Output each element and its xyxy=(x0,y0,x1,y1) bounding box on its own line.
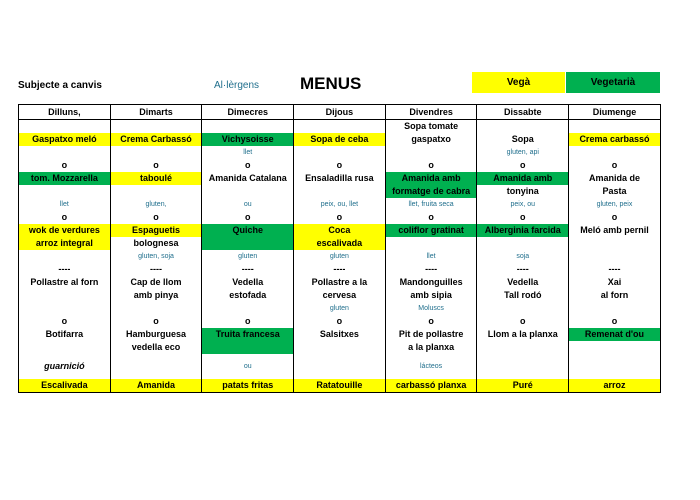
menu-cell: o xyxy=(19,159,111,172)
menu-cell: ---- xyxy=(19,263,111,276)
menu-cell: Dissabte xyxy=(477,105,569,120)
menu-cell xyxy=(202,120,294,134)
menu-cell: Pollastre al forn xyxy=(19,276,111,289)
main-course-cont-row xyxy=(19,289,661,302)
second-main-cont-row xyxy=(19,341,661,354)
legend-vegetarian: Vegetarià xyxy=(566,72,660,93)
menu-cell xyxy=(294,185,386,198)
menu-cell: Pasta xyxy=(569,185,661,198)
menu-cell: Escalivada xyxy=(19,379,111,393)
menu-cell: o xyxy=(385,159,477,172)
menu-cell: Tall rodó xyxy=(477,289,569,302)
menu-cell: taboulé xyxy=(110,172,202,185)
menu-cell xyxy=(202,341,294,354)
menu-cell: escalivada xyxy=(294,237,386,250)
menu-cell xyxy=(110,120,202,134)
menu-cell: Diumenge xyxy=(569,105,661,120)
separator-row xyxy=(19,263,661,276)
menu-cell: gluten, api xyxy=(477,146,569,159)
menu-cell xyxy=(569,120,661,134)
menu-cell: Xai xyxy=(569,276,661,289)
menu-cell: Sopa tomate xyxy=(385,120,477,134)
salad-row xyxy=(19,172,661,185)
starter-row xyxy=(19,133,661,146)
menu-cell: Amanida amb xyxy=(477,172,569,185)
first-course-row xyxy=(19,224,661,237)
menu-cell xyxy=(569,360,661,373)
menu-cell: llet, fruita seca xyxy=(385,198,477,211)
menu-cell: Dimarts xyxy=(110,105,202,120)
weekly-menu-table xyxy=(18,104,661,393)
menu-cell: o xyxy=(110,315,202,328)
garnish-label-row xyxy=(19,360,661,373)
menu-cell: ou xyxy=(202,198,294,211)
day-header-row xyxy=(19,105,661,120)
menu-cell xyxy=(569,302,661,315)
menu-cell: Dimecres xyxy=(202,105,294,120)
menu-cell: o xyxy=(202,159,294,172)
menu-cell: o xyxy=(294,211,386,224)
menu-cell: Salsitxes xyxy=(294,328,386,341)
menu-cell xyxy=(110,302,202,315)
menu-cell: Puré xyxy=(477,379,569,393)
menu-cell xyxy=(202,302,294,315)
allergen-row xyxy=(19,250,661,263)
menu-cell: ---- xyxy=(477,263,569,276)
menu-cell: a la planxa xyxy=(385,341,477,354)
allergens-label: Al·lèrgens xyxy=(214,80,260,91)
menu-cell xyxy=(477,120,569,134)
menu-cell: ---- xyxy=(110,263,202,276)
menu-cell: vedella eco xyxy=(110,341,202,354)
menu-cell: Pollastre a la xyxy=(294,276,386,289)
or-row xyxy=(19,315,661,328)
menu-cell xyxy=(294,360,386,373)
menu-cell: Vedella xyxy=(477,276,569,289)
menu-cell: o xyxy=(385,211,477,224)
menu-cell: Vichysoisse xyxy=(202,133,294,146)
menu-cell: Ensaladilla rusa xyxy=(294,172,386,185)
menu-cell: guarnició xyxy=(19,360,111,373)
menu-cell: al forn xyxy=(569,289,661,302)
menu-cell xyxy=(19,185,111,198)
menu-cell: Mandonguilles xyxy=(385,276,477,289)
menu-cell: amb sipia xyxy=(385,289,477,302)
menu-cell: Sopa de ceba xyxy=(294,133,386,146)
menu-table-body xyxy=(19,105,661,393)
menu-cell: Amanida amb xyxy=(385,172,477,185)
or-row xyxy=(19,159,661,172)
menu-cell: tom. Mozzarella xyxy=(19,172,111,185)
menu-cell: Meló amb pernil xyxy=(569,224,661,237)
garnish-row xyxy=(19,379,661,393)
menu-cell: lácteos xyxy=(385,360,477,373)
menu-cell: bolognesa xyxy=(110,237,202,250)
menu-cell: ---- xyxy=(569,263,661,276)
menu-cell: amb pinya xyxy=(110,289,202,302)
menu-cell: o xyxy=(294,159,386,172)
menu-cell: Truita francesa xyxy=(202,328,294,341)
menu-cell xyxy=(202,237,294,250)
menu-cell: Dilluns, xyxy=(19,105,111,120)
menu-cell xyxy=(294,341,386,354)
second-main-row xyxy=(19,328,661,341)
menu-cell: o xyxy=(202,315,294,328)
menu-cell: llet xyxy=(385,250,477,263)
menu-cell: wok de verdures xyxy=(19,224,111,237)
menu-cell: tonyina xyxy=(477,185,569,198)
menu-cell: ou xyxy=(202,360,294,373)
menu-cell: gluten, soja xyxy=(110,250,202,263)
menu-cell: soja xyxy=(477,250,569,263)
menu-cell xyxy=(19,341,111,354)
menu-cell: ---- xyxy=(202,263,294,276)
legend-vegan: Vegà xyxy=(472,72,565,93)
allergen-row xyxy=(19,302,661,315)
menu-cell: Cap de llom xyxy=(110,276,202,289)
first-course-cont-row xyxy=(19,237,661,250)
menu-cell: arroz xyxy=(569,379,661,393)
menu-cell: Alberginia farcida xyxy=(477,224,569,237)
menu-cell: Espaguetis xyxy=(110,224,202,237)
page-title: MENUS xyxy=(300,74,362,93)
menu-cell xyxy=(110,146,202,159)
or-row xyxy=(19,211,661,224)
menu-cell: Sopa xyxy=(477,133,569,146)
menu-cell xyxy=(477,302,569,315)
menu-cell: Llom a la planxa xyxy=(477,328,569,341)
menu-cell: Dijous xyxy=(294,105,386,120)
menu-cell xyxy=(19,146,111,159)
menu-cell: o xyxy=(385,315,477,328)
menu-cell: Hamburguesa xyxy=(110,328,202,341)
menu-cell: gluten xyxy=(294,302,386,315)
menu-cell: coliflor gratinat xyxy=(385,224,477,237)
menu-cell: patats fritas xyxy=(202,379,294,393)
menu-cell xyxy=(19,120,111,134)
menu-cell xyxy=(477,237,569,250)
allergen-row xyxy=(19,198,661,211)
menu-cell: arroz integral xyxy=(19,237,111,250)
menu-cell: peix, ou, llet xyxy=(294,198,386,211)
menu-cell xyxy=(569,146,661,159)
menu-cell: o xyxy=(569,315,661,328)
menu-cell xyxy=(385,237,477,250)
menu-cell: formatge de cabra xyxy=(385,185,477,198)
menu-cell xyxy=(569,341,661,354)
menu-cell: o xyxy=(110,159,202,172)
menu-cell: o xyxy=(19,315,111,328)
menu-cell: Amanida Catalana xyxy=(202,172,294,185)
menu-cell: gluten, peix xyxy=(569,198,661,211)
menu-cell: o xyxy=(294,315,386,328)
menu-cell: llet xyxy=(202,146,294,159)
menu-cell: Quiche xyxy=(202,224,294,237)
menu-cell: estofada xyxy=(202,289,294,302)
menu-cell: Divendres xyxy=(385,105,477,120)
menu-cell: Gaspatxo meló xyxy=(19,133,111,146)
menu-cell: ---- xyxy=(385,263,477,276)
menu-cell xyxy=(19,289,111,302)
menu-cell: Pit de pollastre xyxy=(385,328,477,341)
menu-cell: peix, ou xyxy=(477,198,569,211)
menu-cell: cervesa xyxy=(294,289,386,302)
menu-cell: carbassó planxa xyxy=(385,379,477,393)
menu-cell xyxy=(294,120,386,134)
menu-cell: Vedella xyxy=(202,276,294,289)
menu-cell xyxy=(110,360,202,373)
menu-cell: o xyxy=(569,211,661,224)
soup-extra-row xyxy=(19,120,661,134)
menu-cell: o xyxy=(202,211,294,224)
menu-cell xyxy=(19,302,111,315)
menu-cell: gluten xyxy=(294,250,386,263)
menu-cell xyxy=(202,185,294,198)
menu-cell: o xyxy=(477,159,569,172)
menu-cell: Ratatouille xyxy=(294,379,386,393)
menu-cell: o xyxy=(477,315,569,328)
main-course-row xyxy=(19,276,661,289)
menu-cell: Remenat d'ou xyxy=(569,328,661,341)
salad-cont-row xyxy=(19,185,661,198)
menu-cell: Crema carbassó xyxy=(569,133,661,146)
menu-cell: o xyxy=(477,211,569,224)
menu-cell xyxy=(477,360,569,373)
menu-cell: o xyxy=(110,211,202,224)
menu-cell xyxy=(294,146,386,159)
menu-cell: llet xyxy=(19,198,111,211)
menu-cell: Botifarra xyxy=(19,328,111,341)
subject-to-change-label: Subjecte a canvis xyxy=(18,80,102,91)
menu-cell xyxy=(477,341,569,354)
menu-cell: gaspatxo xyxy=(385,133,477,146)
menu-cell: o xyxy=(569,159,661,172)
menu-cell: Crema Carbassó xyxy=(110,133,202,146)
menu-cell: Moluscs xyxy=(385,302,477,315)
menu-cell xyxy=(569,237,661,250)
menu-cell xyxy=(385,146,477,159)
menu-cell: ---- xyxy=(294,263,386,276)
menu-cell: Amanida de xyxy=(569,172,661,185)
menu-cell: Coca xyxy=(294,224,386,237)
menu-cell: gluten, xyxy=(110,198,202,211)
menu-cell xyxy=(569,250,661,263)
menu-cell: Amanida xyxy=(110,379,202,393)
menu-cell xyxy=(19,250,111,263)
menu-cell: o xyxy=(19,211,111,224)
allergen-row xyxy=(19,146,661,159)
menu-cell: gluten xyxy=(202,250,294,263)
menu-cell xyxy=(110,185,202,198)
